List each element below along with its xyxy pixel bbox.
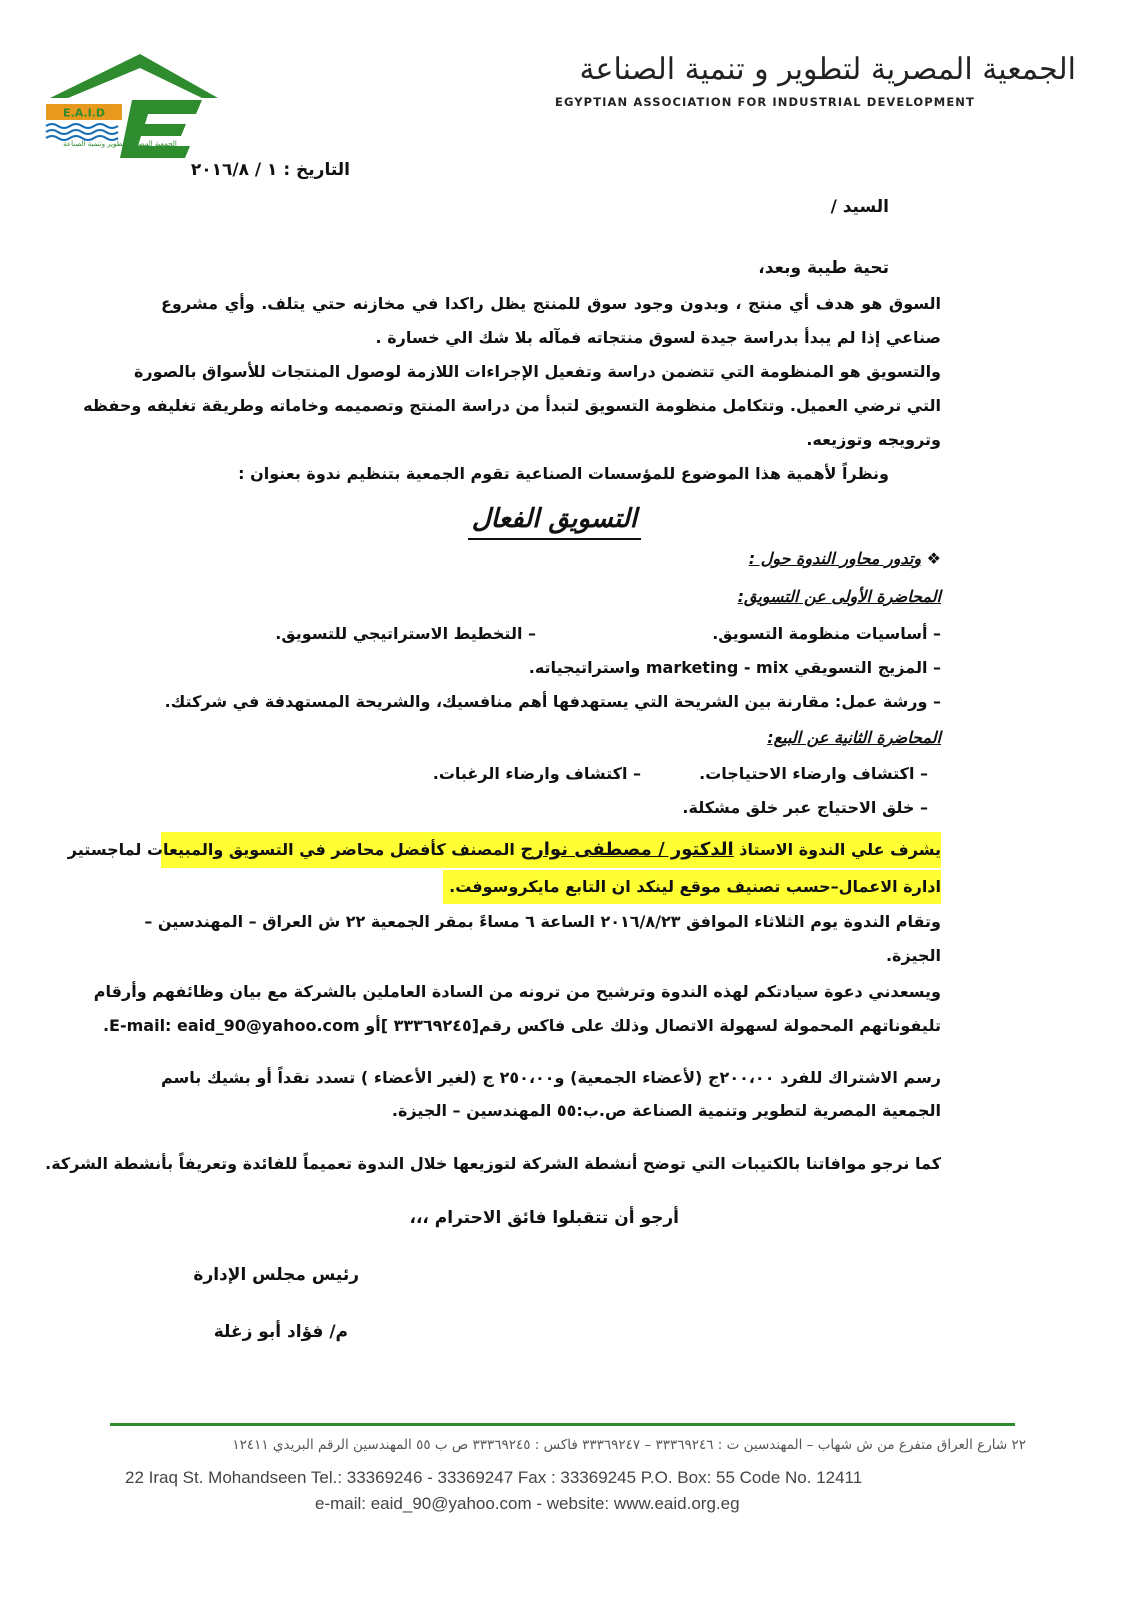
paragraph-3: ونظراً لأهمية هذا الموضوع للمؤسسات الصناعية تقوم الجمعية بتنظيم ندوة بعنوان :	[238, 464, 889, 483]
supervisor-line-2: ادارة الاعمال–حسب تصنيف موقع لينكد ان التابع مايكروسوفت.	[443, 870, 941, 904]
svg-text:E.A.I.D: E.A.I.D	[63, 106, 105, 120]
lecture-1-heading: المحاضرة الأولى عن التسويق:	[737, 587, 941, 606]
supervisor-prefix: يشرف علي الندوة الاستاذ	[733, 840, 941, 859]
axes-heading-text: وتدور محاور الندوة حول :	[748, 549, 922, 568]
brochures-request: كما نرجو موافاتنا بالكتيبات التي توضح أنشطة الشركة لتوزيعها خلال الندوة تعميماً للفائدة وتعريفاً بأنشطة الشركة.	[45, 1154, 941, 1173]
footer-divider	[110, 1423, 1015, 1426]
paragraph-2-line-2: التي ترضي العميل. وتتكامل منظومة التسويق لتبدأ من دراسة المنتج وتصميمه وخاماته وطريقة تغليفه وحفظه	[83, 396, 941, 415]
lecture-1-item-2: – التخطيط الاستراتيجي للتسويق.	[275, 624, 536, 643]
logo-caption: الجمعية المصرية لتطوير وتنمية الصناعة	[63, 140, 177, 148]
signer-title: رئيس مجلس الإدارة	[193, 1265, 359, 1285]
addressee-line: السيد /	[830, 197, 889, 217]
lecture-2-item-2: – اكتشاف وارضاء الرغبات.	[432, 764, 641, 783]
supervisor-line-1	[67, 832, 941, 868]
invitation-line-2: تليفوناتهم المحمولة لسهولة الاتصال وذلك على فاكس رقم[٣٣٣٦٩٢٤٥ ]أو E-mail: eaid_90@yahoo.com.	[102, 1016, 941, 1035]
signer-name: م/ فؤاد أبو زغلة	[213, 1322, 348, 1342]
lecture-1-item-4: – ورشة عمل: مقارنة بين الشريحة التي يستهدفها أهم منافسيك، والشريحة المستهدفة في شركتك.	[164, 692, 941, 711]
closing-line: أرجو أن تتقبلوا فائق الاحترام ،،،	[409, 1208, 679, 1228]
fee-line-2: الجمعية المصرية لتطوير وتنمية الصناعة ص.ب:٥٥ المهندسين – الجيزة.	[391, 1101, 941, 1120]
paragraph-2-line-1: والتسويق هو المنظومة التي تتضمن دراسة وتفعيل الإجراءات اللازمة لوصول المنتجات للأسواق بالصورة	[133, 362, 941, 381]
paragraph-1-line-1: السوق هو هدف أي منتج ، وبدون وجود سوق للمنتج يظل راكدا في مخازنه حتي يتلف. وأي مشروع	[161, 294, 941, 313]
greeting: تحية طيبة وبعد،	[758, 258, 889, 278]
fee-line-1: رسم الاشتراك للفرد ٢٠٠،٠٠ج (لأعضاء الجمعية) و٢٥٠،٠٠ ج (لغير الأعضاء ) تسدد نقداً أو بشيك باسم	[161, 1068, 942, 1087]
date-line: التاريخ : ١ / ٢٠١٦/٨	[190, 160, 350, 180]
footer-arabic-address: ٢٢ شارع العراق متفرع من ش شهاب – المهندسين ت : ٣٣٣٦٩٢٤٦ – ٣٣٣٦٩٢٤٧ فاكس : ٣٣٣٦٩٢٤٥ ص ب ٥٥ المهندسين الرقم البريدي ١٢٤١١	[232, 1437, 1026, 1453]
lecture-2-heading: المحاضرة الثانية عن البيع:	[767, 728, 941, 747]
invitation-line-1: ويسعدني دعوة سيادتكم لهذه الندوة وترشيح من ترونه من السادة العاملين بالشركة مع بيان وظائفهم وأرقام	[93, 982, 941, 1001]
supervisor-name: الدكتور / مصطفى نوارج	[520, 839, 734, 860]
seminar-title: التسويق الفعال	[468, 504, 641, 540]
paragraph-1-line-2: صناعي إذا لم يبدأ بدراسة جيدة لسوق منتجاته فمآله بلا شك الي خسارة .	[375, 328, 941, 347]
logo	[40, 48, 220, 158]
paragraph-2-line-3: وترويجه وتوزيعه.	[806, 430, 941, 449]
footer-contact: e-mail: eaid_90@yahoo.com - website: www.eaid.org.eg	[315, 1494, 740, 1513]
lecture-1-item-1: – أساسيات منظومة التسويق.	[712, 624, 941, 643]
lecture-1-item-3: – المزيج التسويقي marketing - mix واستراتيجياته.	[528, 658, 941, 677]
diamond-bullet-icon: ❖	[921, 549, 941, 568]
venue-line-2: الجيزة.	[885, 946, 941, 965]
lecture-2-item-1: – اكتشاف وارضاء الاحتياجات.	[699, 764, 928, 783]
org-name-english: EGYPTIAN ASSOCIATION FOR INDUSTRIAL DEVELOPMENT	[555, 95, 975, 109]
venue-line-1: وتقام الندوة يوم الثلاثاء الموافق ٢٠١٦/٨/٢٣ الساعة ٦ مساءً بمقر الجمعية ٢٢ ش العراق – المهندسين –	[144, 912, 941, 931]
supervisor-suffix: المصنف كأفضل محاضر في التسويق والمبيعات لماجستير	[67, 840, 521, 859]
lecture-2-item-3: – خلق الاحتياج عبر خلق مشكلة.	[682, 798, 928, 817]
axes-heading	[749, 549, 941, 568]
footer-english-address: 22 Iraq St. Mohandseen Tel.: 33369246 - 33369247 Fax : 33369245 P.O. Box: 55 Code No. 12411	[125, 1468, 863, 1487]
org-name-arabic: الجمعية المصرية لتطوير و تنمية الصناعة	[579, 52, 1076, 87]
